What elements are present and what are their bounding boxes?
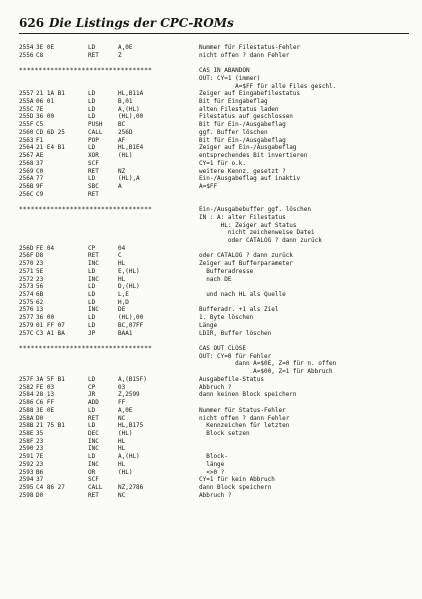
- operand: NZ,2786: [118, 483, 144, 491]
- listing-line: [19, 59, 414, 67]
- address: 2569: [19, 167, 34, 175]
- mnemonic: LD: [88, 422, 96, 430]
- hex-bytes: C3 A1 BA: [36, 329, 65, 337]
- mnemonic: LD: [88, 375, 96, 383]
- operand: (HL): [118, 468, 133, 476]
- comment: Bit für Ein-/Ausgabeflag: [199, 136, 286, 144]
- comment: nicht offen ? dann Fehler: [199, 51, 290, 59]
- listing-line: [19, 306, 414, 314]
- address: 255A: [19, 98, 34, 106]
- operand: BC,07FF: [118, 321, 144, 329]
- operand: 03: [118, 383, 126, 391]
- listing-line: [19, 353, 414, 361]
- operand: (HL),00: [118, 314, 144, 322]
- address: 256C: [19, 190, 34, 198]
- address: 256A: [19, 175, 34, 183]
- address: 2579: [19, 321, 34, 329]
- address: 2567: [19, 152, 34, 160]
- mnemonic: LD: [88, 291, 96, 298]
- comment: Ausgabefile-Status: [199, 375, 265, 383]
- operand: BC: [118, 121, 126, 129]
- listing-line: [19, 90, 414, 98]
- hex-bytes: 37: [36, 476, 44, 484]
- mnemonic: INC: [88, 306, 99, 314]
- listing-line: [19, 198, 414, 206]
- page-header: [19, 16, 409, 32]
- mnemonic: INC: [88, 460, 99, 468]
- hex-bytes: F1: [36, 136, 44, 144]
- address: 2595: [19, 483, 34, 491]
- mnemonic: CALL: [88, 128, 103, 136]
- mnemonic: JR: [88, 391, 96, 399]
- operand: HL: [118, 437, 126, 445]
- comment: <>0 ?: [199, 468, 225, 476]
- address: 255F: [19, 121, 34, 129]
- listing-line: [19, 492, 414, 500]
- operand: FF: [118, 399, 126, 407]
- mnemonic: LD: [88, 453, 96, 461]
- hex-bytes: 3E 0E: [36, 406, 55, 414]
- comment: und nach HL als Quelle: [199, 291, 286, 298]
- address: 2570: [19, 260, 34, 268]
- hex-bytes: C4 86 27: [36, 483, 65, 491]
- listing-line: [19, 314, 414, 322]
- comment: oder CATALOG ? dann zurück: [199, 252, 293, 260]
- comment: HL: Zeiger auf Status: [199, 221, 297, 229]
- hex-bytes: 77: [36, 175, 44, 183]
- mnemonic: CP: [88, 244, 96, 252]
- comment: Bufferadresse: [199, 267, 254, 275]
- operand: C: [118, 252, 122, 260]
- header-rule: [19, 33, 409, 34]
- address: 2584: [19, 391, 34, 399]
- address: 2575: [19, 298, 34, 306]
- operand: HL: [118, 460, 126, 468]
- mnemonic: ADD: [88, 399, 99, 407]
- listing-line: [19, 260, 414, 268]
- hex-bytes: D8: [36, 252, 44, 260]
- mnemonic: LD: [88, 321, 96, 329]
- address: 258F: [19, 437, 34, 445]
- mnemonic: SCF: [88, 159, 99, 167]
- assembly-listing: [19, 44, 414, 499]
- operand: 04: [118, 244, 126, 252]
- mnemonic: LD: [88, 406, 96, 414]
- listing-line: [19, 384, 414, 392]
- listing-line: [19, 461, 414, 469]
- operand: HL,B11A: [118, 90, 144, 98]
- comment: Kennzeichen für letzten: [199, 422, 290, 430]
- mnemonic: LD: [88, 175, 96, 183]
- hex-bytes: C8: [36, 51, 44, 59]
- operand: H,D: [118, 298, 129, 306]
- comment: 1. Byte löschen: [199, 314, 254, 322]
- operand: HL: [118, 275, 126, 283]
- mnemonic: PUSH: [88, 121, 103, 129]
- mnemonic: JP: [88, 329, 96, 337]
- hex-bytes: 13: [36, 306, 44, 314]
- comment: dann Block speichern: [199, 483, 272, 491]
- operand: A,(B15F): [118, 375, 147, 383]
- listing-line: [19, 67, 414, 75]
- hex-bytes: 3E 0E: [36, 44, 55, 51]
- address: 2568: [19, 159, 34, 167]
- hex-bytes: 35: [36, 429, 44, 437]
- listing-line: [19, 152, 414, 160]
- hex-bytes: 3A 5F B1: [36, 375, 65, 383]
- page-title: Die Listings der CPC-ROMs: [49, 16, 234, 30]
- address: 2582: [19, 383, 34, 391]
- operand: E,(HL): [118, 267, 140, 275]
- listing-line: [19, 137, 414, 145]
- address: 256F: [19, 252, 34, 260]
- listing-line: [19, 206, 414, 214]
- comment: Block setzen: [199, 429, 250, 437]
- hex-bytes: 01 FF 07: [36, 321, 65, 329]
- operand: (HL): [118, 152, 133, 160]
- operand: NZ: [118, 167, 126, 175]
- comment: dann A=$0E, Z=0 für n. offen: [199, 360, 337, 368]
- operand: HL,B1E4: [118, 144, 144, 152]
- hex-bytes: 62: [36, 298, 44, 306]
- mnemonic: CP: [88, 383, 96, 391]
- comment: A=$FF für alle Files geschl.: [199, 82, 337, 90]
- operand: HL: [118, 260, 126, 268]
- mnemonic: INC: [88, 437, 99, 445]
- mnemonic: RET: [88, 51, 99, 59]
- address: 258B: [19, 422, 34, 430]
- mnemonic: INC: [88, 445, 99, 453]
- mnemonic: LD: [88, 267, 96, 275]
- listing-line: [19, 252, 414, 260]
- listing-line: [19, 360, 414, 368]
- hex-bytes: C0: [36, 167, 44, 175]
- listing-line: [19, 469, 414, 477]
- listing-line: [19, 183, 414, 191]
- mnemonic: RET: [88, 167, 99, 175]
- address: 2572: [19, 275, 34, 283]
- address: 2590: [19, 445, 34, 453]
- comment: Ein-/Ausgabebuffer ggf. löschen: [199, 206, 311, 214]
- hex-bytes: C9: [36, 190, 44, 198]
- comment: Bit für Eingabeflag: [199, 98, 268, 106]
- operand: (HL): [118, 429, 133, 437]
- comment: Länge: [199, 321, 218, 329]
- address: 2592: [19, 460, 34, 468]
- hex-bytes: 36 00: [36, 314, 55, 322]
- mnemonic: OR: [88, 468, 96, 476]
- hex-bytes: 23: [36, 275, 44, 283]
- address: 257C: [19, 329, 34, 337]
- listing-line: [19, 337, 414, 345]
- separator-stars: **********************************: [19, 67, 153, 75]
- listing-line: [19, 422, 414, 430]
- operand: DE: [118, 306, 126, 314]
- comment: A=$FF: [199, 182, 218, 190]
- operand: A,0E: [118, 44, 133, 51]
- listing-line: [19, 222, 414, 230]
- address: 2576: [19, 306, 34, 314]
- comment: Zeiger auf Eingabefilestatus: [199, 90, 301, 98]
- hex-bytes: 9F: [36, 182, 44, 190]
- listing-line: [19, 268, 414, 276]
- comment: Bufferadr. +1 als Ziel: [199, 306, 279, 314]
- listing-line: [19, 415, 414, 423]
- mnemonic: XOR: [88, 152, 99, 160]
- address: 257F: [19, 375, 34, 383]
- hex-bytes: D0: [36, 414, 44, 422]
- comment: Block-: [199, 453, 228, 461]
- hex-bytes: 21 E4 B1: [36, 144, 65, 152]
- address: 2577: [19, 314, 34, 322]
- address: 2574: [19, 291, 34, 298]
- listing-line: [19, 291, 414, 299]
- address: 2564: [19, 144, 34, 152]
- listing-line: [19, 391, 414, 399]
- listing-line: [19, 368, 414, 376]
- mnemonic: LD: [88, 113, 96, 121]
- address: 255C: [19, 105, 34, 113]
- operand: AF: [118, 136, 126, 144]
- comment: nicht offen ? dann Fehler: [199, 414, 290, 422]
- listing-line: [19, 299, 414, 307]
- listing-line: [19, 430, 414, 438]
- hex-bytes: 23: [36, 437, 44, 445]
- address: 2560: [19, 128, 34, 136]
- hex-bytes: 23: [36, 260, 44, 268]
- mnemonic: POP: [88, 136, 99, 144]
- listing-line: [19, 484, 414, 492]
- operand: A,(HL): [118, 453, 140, 461]
- comment: CAS IN ABANDON: [199, 67, 250, 75]
- mnemonic: INC: [88, 275, 99, 283]
- listing-line: [19, 106, 414, 114]
- mnemonic: RET: [88, 491, 99, 499]
- hex-bytes: 6B: [36, 291, 44, 298]
- address: 256D: [19, 244, 34, 252]
- page-number: 626: [19, 16, 45, 30]
- hex-bytes: 5E: [36, 267, 44, 275]
- mnemonic: LD: [88, 90, 96, 98]
- operand: Z: [118, 51, 122, 59]
- operand: Z,2599: [118, 391, 140, 399]
- comment: oder CATALOG ? dann zurück: [199, 236, 322, 244]
- listing-line: [19, 229, 414, 237]
- comment: CY=1 für kein Abbruch: [199, 476, 275, 484]
- address: 2598: [19, 491, 34, 499]
- operand: D,(HL): [118, 283, 140, 291]
- hex-bytes: C6 FF: [36, 399, 55, 407]
- address: 2593: [19, 468, 34, 476]
- listing-line: [19, 330, 414, 338]
- operand: L,E: [118, 291, 129, 298]
- comment: weitere Kennz. gesetzt ?: [199, 167, 286, 175]
- operand: BAA1: [118, 329, 133, 337]
- mnemonic: LD: [88, 44, 96, 51]
- comment: Nummer für Status-Fehler: [199, 406, 286, 414]
- listing-line: [19, 214, 414, 222]
- address: 2557: [19, 90, 34, 98]
- address: 2586: [19, 399, 34, 407]
- comment: OUT: CY=1 (immer): [199, 74, 261, 82]
- listing-line: [19, 83, 414, 91]
- separator-stars: **********************************: [19, 345, 153, 353]
- listing-line: [19, 322, 414, 330]
- operand: 256D: [118, 128, 133, 136]
- listing-line: [19, 98, 414, 106]
- address: 256B: [19, 182, 34, 190]
- listing-line: [19, 144, 414, 152]
- hex-bytes: AE: [36, 152, 44, 160]
- hex-bytes: 21 1A B1: [36, 90, 65, 98]
- comment: Zeiger auf Ein-/Ausgabeflag: [199, 144, 297, 152]
- hex-bytes: 23: [36, 460, 44, 468]
- address: 2554: [19, 44, 34, 51]
- comment: OUT: CY=0 für Fehler: [199, 352, 272, 360]
- comment: IN : A: alter Filestatus: [199, 213, 286, 221]
- mnemonic: LD: [88, 298, 96, 306]
- mnemonic: DEC: [88, 429, 99, 437]
- hex-bytes: CD 6D 25: [36, 128, 65, 136]
- address: 258A: [19, 414, 34, 422]
- hex-bytes: 06 01: [36, 98, 55, 106]
- hex-bytes: 21 75 B1: [36, 422, 65, 430]
- address: 258E: [19, 429, 34, 437]
- comment: A=$00, Z=1 für Abbruch: [199, 368, 333, 376]
- comment: Bit für Ein-/Ausgabeflag: [199, 121, 286, 129]
- mnemonic: RET: [88, 190, 99, 198]
- comment: Nummer für Filestatus-Fehler: [199, 44, 301, 51]
- mnemonic: RET: [88, 252, 99, 260]
- listing-line: [19, 345, 414, 353]
- listing-line: [19, 129, 414, 137]
- operand: (HL),A: [118, 175, 140, 183]
- listing-line: [19, 168, 414, 176]
- address: 2591: [19, 453, 34, 461]
- hex-bytes: 56: [36, 283, 44, 291]
- hex-bytes: 28 13: [36, 391, 55, 399]
- operand: A: [118, 182, 122, 190]
- mnemonic: LD: [88, 144, 96, 152]
- listing-line: [19, 399, 414, 407]
- separator-stars: **********************************: [19, 206, 153, 214]
- mnemonic: CALL: [88, 483, 103, 491]
- listing-line: [19, 191, 414, 199]
- hex-bytes: FE 04: [36, 244, 55, 252]
- comment: länge: [199, 460, 225, 468]
- address: 2556: [19, 51, 34, 59]
- comment: Zeiger auf Bufferparameter: [199, 260, 293, 268]
- hex-bytes: D0: [36, 491, 44, 499]
- comment: Filestatus auf geschlossen: [199, 113, 293, 121]
- mnemonic: SCF: [88, 476, 99, 484]
- operand: A,0E: [118, 406, 133, 414]
- mnemonic: LD: [88, 283, 96, 291]
- address: 2573: [19, 283, 34, 291]
- mnemonic: LD: [88, 105, 96, 113]
- comment: Ein-/Ausgabeflag auf inaktiv: [199, 175, 301, 183]
- listing-line: [19, 438, 414, 446]
- listing-line: [19, 175, 414, 183]
- listing-line: [19, 407, 414, 415]
- listing-line: [19, 160, 414, 168]
- listing-line: [19, 445, 414, 453]
- address: 2571: [19, 267, 34, 275]
- mnemonic: LD: [88, 314, 96, 322]
- operand: NC: [118, 491, 126, 499]
- comment: entsprechendes Bit invertieren: [199, 152, 308, 160]
- listing-line: [19, 476, 414, 484]
- hex-bytes: B6: [36, 468, 44, 476]
- listing-line: [19, 283, 414, 291]
- hex-bytes: 37: [36, 159, 44, 167]
- listing-line: [19, 121, 414, 129]
- listing-line: [19, 453, 414, 461]
- mnemonic: INC: [88, 260, 99, 268]
- listing-line: [19, 237, 414, 245]
- address: 2594: [19, 476, 34, 484]
- hex-bytes: C5: [36, 121, 44, 129]
- address: 2588: [19, 406, 34, 414]
- hex-bytes: 23: [36, 445, 44, 453]
- operand: B,01: [118, 98, 133, 106]
- comment: ggf. Buffer löschen: [199, 128, 268, 136]
- listing-line: [19, 113, 414, 121]
- comment: alten Filestatus laden: [199, 105, 279, 113]
- mnemonic: RET: [88, 414, 99, 422]
- operand: A,(HL): [118, 105, 140, 113]
- hex-bytes: 36 00: [36, 113, 55, 121]
- address: 255D: [19, 113, 34, 121]
- listing-line: [19, 75, 414, 83]
- comment: nach DE: [199, 275, 232, 283]
- comment: Abbruch ?: [199, 383, 232, 391]
- address: 2563: [19, 136, 34, 144]
- listing-line: [19, 245, 414, 253]
- comment: CAS OUT CLOSE: [199, 345, 246, 353]
- listing-line: [19, 276, 414, 284]
- comment: dann keinen Block speichern: [199, 391, 297, 399]
- operand: NC: [118, 414, 126, 422]
- operand: HL: [118, 445, 126, 453]
- listing-line: [19, 44, 414, 52]
- listing-line: [19, 376, 414, 384]
- mnemonic: LD: [88, 98, 96, 106]
- hex-bytes: FE 03: [36, 383, 55, 391]
- operand: (HL),00: [118, 113, 144, 121]
- hex-bytes: 7E: [36, 105, 44, 113]
- comment: Abbruch ?: [199, 491, 232, 499]
- mnemonic: SBC: [88, 182, 99, 190]
- comment: LDIR, Buffer löschen: [199, 329, 272, 337]
- operand: HL,B175: [118, 422, 144, 430]
- comment: CY=1 für o.k.: [199, 159, 246, 167]
- listing-line: [19, 52, 414, 60]
- hex-bytes: 7E: [36, 453, 44, 461]
- comment: nicht zeichenweise Datei: [199, 229, 315, 237]
